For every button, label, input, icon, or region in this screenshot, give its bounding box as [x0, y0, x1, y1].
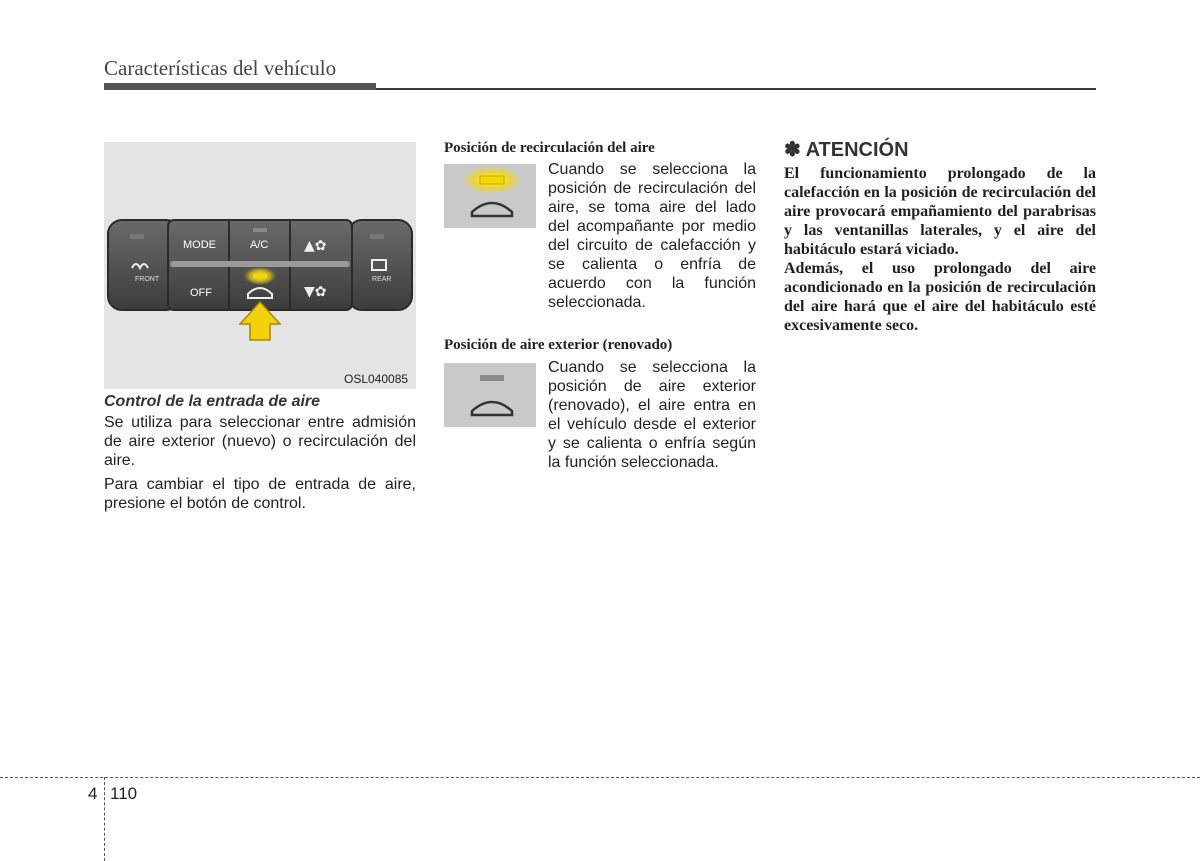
recirc-section — [444, 140, 756, 311]
page-header-title: Características del vehículo — [104, 56, 337, 80]
recirc-description: Cuando se selecciona la posición de recirculación del aire, se toma aire del lado del acompañante por medio del circuito de calefacción y se calienta o enfría de acuerdo con la función seleccionada. — [548, 161, 756, 311]
notice-paragraph: El funcionamiento prolongado de la calefacción en la posición de recirculación del aire provocará empañamiento del parabrisas y las ventanillas laterales, y el aire del habitáculo estará viciado. — [784, 165, 1096, 258]
chapter-number: 4 — [88, 784, 98, 803]
fresh-air-thumbnail — [444, 363, 536, 427]
paragraph: Para cambiar el tipo de entrada de aire, presione el botón de control. — [104, 476, 416, 512]
fan-down-icon: ▼✿ — [304, 284, 327, 300]
front-label: FRONT — [135, 276, 160, 283]
notice-section — [784, 137, 1096, 335]
footer-rule-vertical — [104, 777, 105, 861]
fresh-air-icon — [472, 402, 512, 415]
notice-title: ✽ ATENCIÓN — [784, 139, 909, 161]
footer-rule — [0, 777, 1200, 778]
fan-up-icon: ▲✿ — [304, 238, 327, 254]
fresh-air-description: Cuando se selecciona la posición de aire exterior (renovado), el aire entra en el vehículo desde el exterior y se calienta o enfría según la función seleccionada. — [548, 359, 756, 471]
climate-control-figure — [104, 142, 416, 389]
rear-label: REAR — [372, 276, 392, 283]
section-heading: Control de la entrada de aire — [104, 393, 321, 410]
rear-defrost-knob — [348, 220, 412, 310]
ac-button-label: A/C — [250, 239, 269, 251]
page-number: 110 — [110, 784, 138, 803]
figure-code: OSL040085 — [344, 372, 409, 386]
panel-divider-strip — [170, 261, 350, 267]
mode-button-label: MODE — [183, 239, 216, 251]
fresh-air-heading: Posición de aire exterior (renovado) — [444, 337, 673, 353]
fresh-air-section — [444, 337, 756, 471]
column-1 — [104, 393, 416, 518]
recirc-thumbnail — [444, 164, 536, 228]
header-rule-accent — [104, 83, 376, 90]
notice-paragraph: Además, el uso prolongado del aire acondicionado en la posición de recirculación del aire hará que el aire del habitáculo esté excesivamente seco. — [784, 260, 1096, 334]
recirc-icon — [472, 203, 512, 216]
off-button-label: OFF — [190, 287, 212, 299]
climate-panel-illustration — [104, 142, 416, 389]
recirc-heading: Posición de recirculación del aire — [444, 140, 655, 156]
paragraph: Se utiliza para seleccionar entre admisión de aire exterior (nuevo) o recirculación del aire. — [104, 414, 416, 469]
